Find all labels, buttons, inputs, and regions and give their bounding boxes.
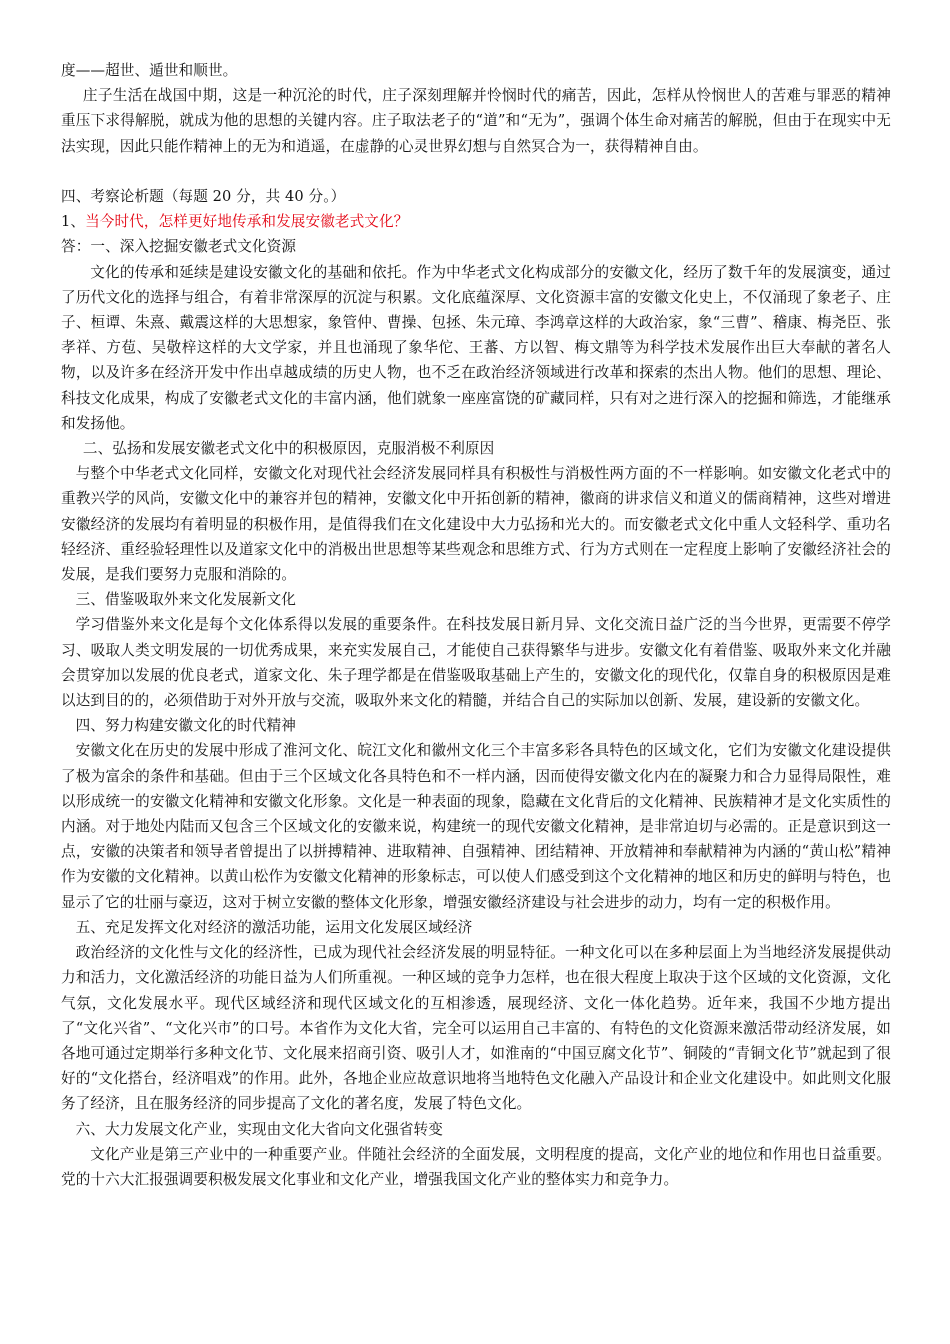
section-3-body: 学习借鉴外来文化是每个文化体系得以发展的重要条件。在科技发展日新月异、文化交流日益广泛的当今世界，更需要不停学习、吸取人类文明发展的一切优秀成果，来充实发展自己，才能使自己获得繁华与进步。安徽文化有着借鉴、吸取外来文化并融会贯穿加以发展的优良老式，道家文化、朱子理学都是在借鉴吸取基础上产生的，安徽文化的现代化，仅靠自身的积极原因是难以达到目的的，必须借助于对外开放与交流，吸取外来文化的精髓，并结合自己的实际加以创新、发展，建设新的安徽文化。 — [61, 616, 891, 710]
section-3-heading: 三、借鉴吸取外来文化发展新文化 — [75, 591, 297, 609]
blank-line — [61, 159, 891, 184]
section-6-body: 文化产业是第三产业中的一种重要产业。伴随社会经济的全面发展，文明程度的提高，文化产业的地位和作用也日益重要。党的十六大汇报强调要积极发展文化事业和文化产业，增强我国文化产业的整体实力和竞争力。 — [61, 1145, 891, 1188]
question-line — [61, 209, 891, 234]
section-5-heading: 五、充足发挥文化对经济的激活功能，运用文化发展区域经济 — [75, 918, 473, 936]
zhuangzi-paragraph: 庄子生活在战国中期，这是一种沉沦的时代，庄子深刻理解并怜悯时代的痛苦，因此，怎样从怜悯世人的苦难与罪恶的精神重压下求得解脱，就成为他的思想的关键内容。庄子取法老子的“道”和“无为”，强调个体生命对痛苦的解脱，但由于在现实中无法实现，因此只能作精神上的无为和逍遥，在虚静的心灵世界幻想与自然冥合为一，获得精神自由。 — [61, 87, 891, 155]
section-1-body: 文化的传承和延续是建设安徽文化的基础和依托。作为中华老式文化构成部分的安徽文化，经历了数千年的发展演变，通过了历代文化的选择与组合，有着非常深厚的沉淀与积累。文化底蕴深厚、文化资源丰富的安徽文化史上，不仅涌现了象老子、庄子、桓谭、朱熹、戴震这样的大思想家，象管仲、曹操、包拯、朱元璋、李鸿章这样的大政治家，象“三曹”、稽康、梅尧臣、张孝祥、方苞、吴敬梓这样的大文学家，并且也涌现了象华佗、王蕃、方以智、梅文鼎等为科学技术发展作出巨大奉献的著名人物，以及许多在经济开发中作出卓越成绩的历史人物，也不乏在政治经济领域进行改革和探索的杰出人物。他们的思想、理论、科技文化成果，构成了安徽老式文化的丰富内涵，他们就象一座座富饶的矿藏同样，只有对之进行深入的挖掘和筛选，才能继承和发扬他。 — [61, 263, 891, 432]
question-text: 当今时代，怎样更好地传承和发展安徽老式文化？ — [85, 213, 409, 231]
continued-line: 度——超世、遁世和顺世。 — [61, 62, 238, 79]
section-4-body: 安徽文化在历史的发展中形成了淮河文化、皖江文化和徽州文化三个丰富多彩各具特色的区域文化，它们为安徽文化建设提供了极为富余的条件和基础。但由于三个区域文化各具特色和不一样内涵，因而使得安徽文化内在的凝聚力和合力显得局限性，难以形成统一的安徽文化精神和安徽文化形象。文化是一种表面的现象，隐藏在文化背后的文化精神、民族精神才是文化实质性的内涵。对于地处内陆而又包含三个区域文化的安徽来说，构建统一的现代安徽文化精神，是非常迫切与必需的。正是意识到这一点，安徽的决策者和领导者曾提出了以拼搏精神、进取精神、自强精神、团结精神、开放精神和奉献精神为内涵的“黄山松”精神作为安徽的文化精神。以黄山松作为安徽文化精神的形象标志，可以使人们感受到这个文化精神的地区和历史的鲜明与特色，也显示了它的壮丽与豪迈，这对于树立安徽的整体文化形象，增强安徽经济建设与社会进步的动力，均有一定的积极作用。 — [61, 742, 891, 911]
section-2-heading: 二、弘扬和发展安徽老式文化中的积极原因，克服消极不利原因 — [82, 440, 495, 458]
section-title: 四、考察论析题（每题 20 分，共 40 分。） — [61, 188, 346, 205]
section-5-body: 政治经济的文化性与文化的经济性，已成为现代社会经济发展的明显特征。一种文化可以在多种层面上为当地经济发展提供动力和活力，文化激活经济的功能日益为人们所重视。一种区域的竞争力怎样，也在很大程度上取决于这个区域的文化资源，文化气氛，文化发展水平。现代区域经济和现代区域文化的互相渗透，展现经济、文化一体化趋势。近年来，我国不少地方提出了“文化兴省”、“文化兴市”的口号。本省作为文化大省，完全可以运用自己丰富的、有特色的文化资源来激活带动经济发展，如各地可通过定期举行多种文化节、文化展来招商引资、吸引人才，如淮南的“中国豆腐文化节”、铜陵的“青铜文化节”就起到了很好的“文化搭台，经济唱戏”的作用。此外，各地企业应故意识地将当地特色文化融入产品设计和企业文化建设中。如此则文化服务了经济，且在服务经济的同步提高了文化的著名度，发展了特色文化。 — [61, 944, 891, 1113]
question-number: 1、 — [61, 213, 86, 231]
section-2-body: 与整个中华老式文化同样，安徽文化对现代社会经济发展同样具有积极性与消极性两方面的不一样影响。如安徽文化老式中的重教兴学的风尚，安徽文化中的兼容并包的精神，安徽文化中开拓创新的精神，徽商的讲求信义和道义的儒商精神，这些对增进安徽经济的发展均有着明显的积极作用，是值得我们在文化建设中大力弘扬和光大的。而安徽老式文化中重人文轻科学、重功名轻经济、重经验轻理性以及道家文化中的消极出世思想等某些观念和思维方式、行为方式则在一定程度上影响了安徽经济社会的发展，是我们要努力克服和消除的。 — [61, 465, 891, 584]
document-page — [61, 58, 891, 1192]
section-4-heading: 四、努力构建安徽文化的时代精神 — [75, 717, 297, 735]
answer-intro: 答：一、深入挖掘安徽老式文化资源 — [61, 238, 297, 256]
section-6-heading: 六、大力发展文化产业，实现由文化大省向文化强省转变 — [75, 1120, 443, 1138]
